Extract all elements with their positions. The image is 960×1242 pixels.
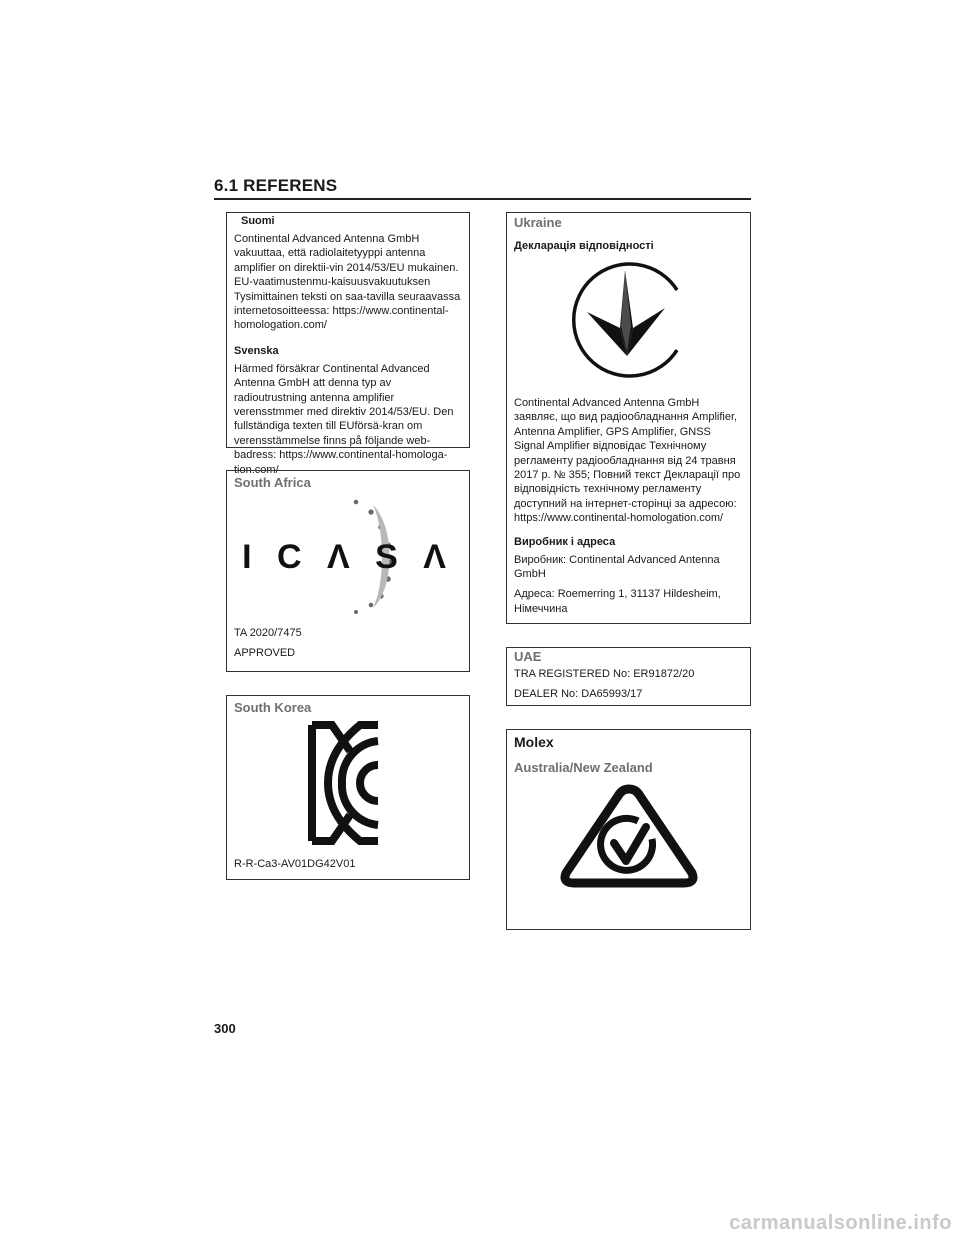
ukraine-address: Адреса: Roemerring 1, 31137 Hildesheim, Німеччина bbox=[514, 588, 721, 615]
south-africa-box bbox=[226, 470, 470, 672]
ukraine-box bbox=[506, 212, 751, 624]
uae-title: UAE bbox=[514, 649, 542, 664]
icasa-logo-icon bbox=[242, 496, 454, 616]
ukraine-declaration-heading: Декларація відповідності bbox=[514, 240, 654, 252]
ukraine-title: Ukraine bbox=[514, 215, 562, 230]
molex-title: Molex bbox=[514, 734, 554, 750]
ukraine-declaration-text: Continental Advanced Antenna GmbH заявляє, що вид радіообладнання Amplifier, Antenna Amplifier, GPS Amplifier, GNSS Signal Amplifier відповідає Технічному регламенту радіообладнання від 24 травня 2017 р. № 355; Повний текст Декларації про відповідність технічному регламенту доступний на інтернет-сторінці за адресою: https://www.continental-homologation.com/ bbox=[514, 397, 741, 525]
ukraine-manufacturer-heading: Виробник і адреса bbox=[514, 535, 616, 548]
south-korea-box bbox=[226, 695, 470, 880]
south-korea-certificate: R-R-Ca3-AV01DG42V01 bbox=[234, 858, 356, 870]
rcm-mark-icon bbox=[554, 781, 704, 891]
uae-dealer: DEALER No: DA65993/17 bbox=[514, 688, 643, 701]
uae-box bbox=[506, 647, 751, 706]
molex-subtitle: Australia/New Zealand bbox=[514, 760, 653, 775]
ukraine-conformity-mark-icon bbox=[569, 260, 689, 380]
south-africa-status: APPROVED bbox=[234, 647, 296, 660]
molex-box bbox=[506, 729, 751, 930]
uae-tra-registered: TRA REGISTERED No: ER91872/20 bbox=[514, 668, 695, 680]
ukraine-manufacturer: Виробник: Continental Advanced Antenna GmbH bbox=[514, 553, 720, 581]
svenska-text: Härmed försäkrar Continental Advanced Antenna GmbH att denna typ av radioutrustning antenna amplifier verensstmmer med direktiv 2014/53/EU. Den fullständiga texten till EUförsä-kran om verensstämmelse finns på följande web-badress: https://www.continental-homologa-tion.com/ bbox=[234, 362, 454, 476]
watermark: carmanualsonline.info bbox=[729, 1212, 952, 1234]
south-africa-title: South Africa bbox=[234, 475, 311, 490]
suomi-heading: Suomi bbox=[241, 215, 275, 227]
south-korea-title: South Korea bbox=[234, 700, 312, 715]
page-number: 300 bbox=[214, 1021, 236, 1036]
svenska-heading: Svenska bbox=[234, 344, 279, 357]
kc-mark-icon bbox=[308, 721, 388, 845]
suomi-svenska-box bbox=[226, 212, 470, 476]
svg-text:I C Λ S Λ: I C Λ S Λ bbox=[242, 538, 454, 576]
section-title: 6.1 REFERENS bbox=[214, 176, 338, 195]
section-divider bbox=[214, 198, 751, 200]
south-africa-ta-number: TA 2020/7475 bbox=[234, 627, 302, 639]
suomi-text: Continental Advanced Antenna GmbH vakuuttaa, että radiolaitetyyppi antenna amplifier on direktii-vin 2014/53/EU mukainen. EU-vaatimustenmu-kaisuusvakuutuksen Tysimittainen teksti on saa-tavilla seuraavassa internetosoitteessa: https://www.continental-homologation.com/ bbox=[234, 233, 461, 332]
